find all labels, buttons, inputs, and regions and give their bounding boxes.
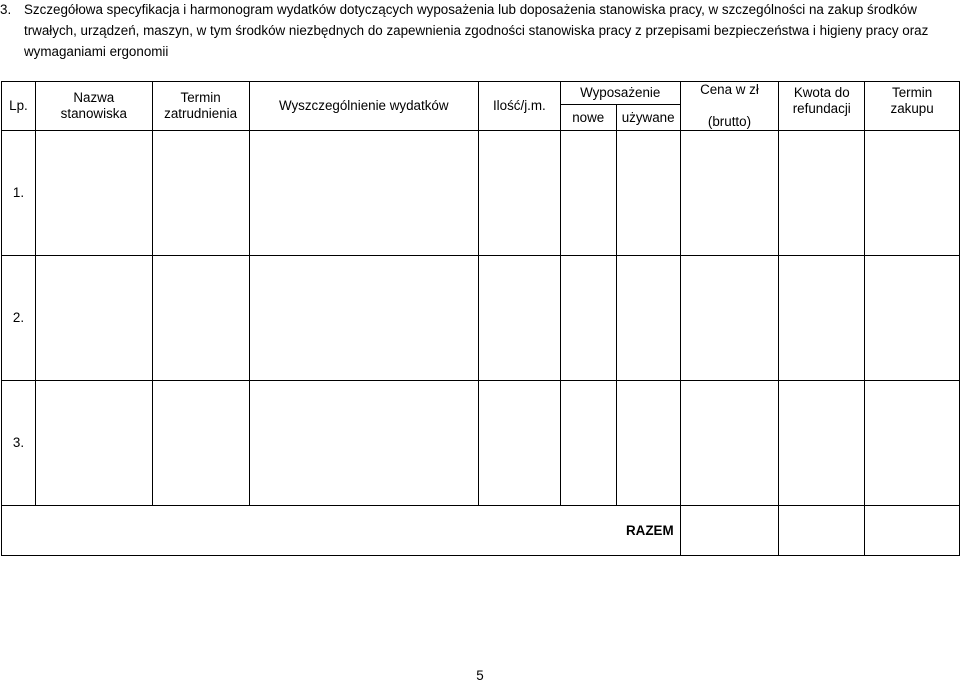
page-number: 5 [476, 668, 484, 683]
cell-purchase-term[interactable] [865, 131, 960, 256]
cell-equipment-new[interactable] [560, 131, 616, 256]
cell-purchase-term[interactable] [865, 381, 960, 506]
header-price-line-1: Cena w zł [700, 82, 759, 97]
header-position-name-line-2: stanowiska [60, 106, 127, 121]
table-row [2, 256, 960, 381]
cell-position-name[interactable] [35, 256, 152, 381]
cell-expense-details[interactable] [249, 256, 478, 381]
cell-employment-term[interactable] [152, 256, 249, 381]
cell-refund-amount[interactable] [779, 131, 865, 256]
header-equipment-label: Wyposażenie [580, 85, 661, 100]
header-refund-amount-line-2: refundacji [792, 101, 851, 116]
row-lp-value: 3. [12, 435, 25, 450]
header-purchase-term-line-1: Termin [892, 85, 933, 100]
header-lp-label: Lp. [9, 98, 28, 113]
expense-specification-table [1, 81, 960, 556]
cell-equipment-new[interactable] [560, 381, 616, 506]
header-position-name-line-1: Nazwa [73, 90, 115, 105]
header-quantity-unit [478, 82, 560, 131]
cell-refund-amount[interactable] [779, 256, 865, 381]
total-price[interactable] [680, 506, 779, 556]
section-number: 3. [0, 2, 12, 17]
cell-equipment-used[interactable] [616, 256, 680, 381]
cell-quantity-unit[interactable] [478, 131, 560, 256]
row-lp [2, 381, 36, 506]
header-position-name [35, 82, 152, 131]
row-lp-value: 1. [12, 185, 25, 200]
cell-expense-details[interactable] [249, 381, 478, 506]
cell-equipment-used[interactable] [616, 131, 680, 256]
cell-employment-term[interactable] [152, 131, 249, 256]
header-purchase-term-line-2: zakupu [890, 101, 934, 116]
row-lp [2, 256, 36, 381]
header-lp [2, 82, 36, 131]
cell-price[interactable] [680, 381, 779, 506]
table-row [2, 131, 960, 256]
header-employment-term-line-2: zatrudnienia [164, 106, 238, 121]
cell-equipment-used[interactable] [616, 381, 680, 506]
cell-expense-details[interactable] [249, 131, 478, 256]
header-employment-term [152, 82, 249, 131]
header-refund-amount-line-1: Kwota do [793, 85, 850, 100]
row-lp-value: 2. [12, 310, 25, 325]
cell-price[interactable] [680, 256, 779, 381]
cell-price[interactable] [680, 131, 779, 256]
cell-purchase-term[interactable] [865, 256, 960, 381]
cell-quantity-unit[interactable] [478, 256, 560, 381]
header-price-line-2: (brutto) [707, 114, 752, 129]
header-equipment-used [616, 105, 680, 131]
total-refund-amount[interactable] [779, 506, 865, 556]
header-expense-details-label: Wyszczególnienie wydatków [278, 98, 449, 113]
header-employment-term-line-1: Termin [180, 90, 221, 105]
header-equipment-used-label: używane [621, 109, 675, 125]
section-title-line-3: wymaganiami ergonomii [24, 44, 169, 59]
cell-position-name[interactable] [35, 131, 152, 256]
header-equipment-new-label: nowe [572, 109, 605, 125]
header-equipment-new [560, 105, 616, 131]
header-refund-amount [779, 82, 865, 131]
cell-employment-term[interactable] [152, 381, 249, 506]
section-title-line-1: Szczegółowa specyfikacja i harmonogram wydatków dotyczących wyposażenia lub doposażenia stanowiska pracy, w szczególności na zakup środków [24, 2, 917, 17]
header-purchase-term [865, 82, 960, 131]
header-expense-details [249, 82, 478, 131]
header-price [680, 82, 779, 131]
cell-quantity-unit[interactable] [478, 381, 560, 506]
total-label-cell [2, 506, 681, 556]
cell-equipment-new[interactable] [560, 256, 616, 381]
header-row-top [2, 82, 960, 105]
header-quantity-unit-label: Ilość/j.m. [492, 98, 546, 113]
table-row [2, 381, 960, 506]
cell-refund-amount[interactable] [779, 381, 865, 506]
total-label: RAZEM [626, 522, 674, 538]
section-title-line-2: trwałych, urządzeń, maszyn, w tym środków niezbędnych do zapewnienia zgodności stanowiska pracy z przepisami bezpieczeństwa i higieny pracy oraz [24, 23, 929, 38]
total-purchase-term[interactable] [865, 506, 960, 556]
header-equipment [560, 82, 680, 105]
total-row [2, 506, 960, 556]
row-lp [2, 131, 36, 256]
cell-position-name[interactable] [35, 381, 152, 506]
